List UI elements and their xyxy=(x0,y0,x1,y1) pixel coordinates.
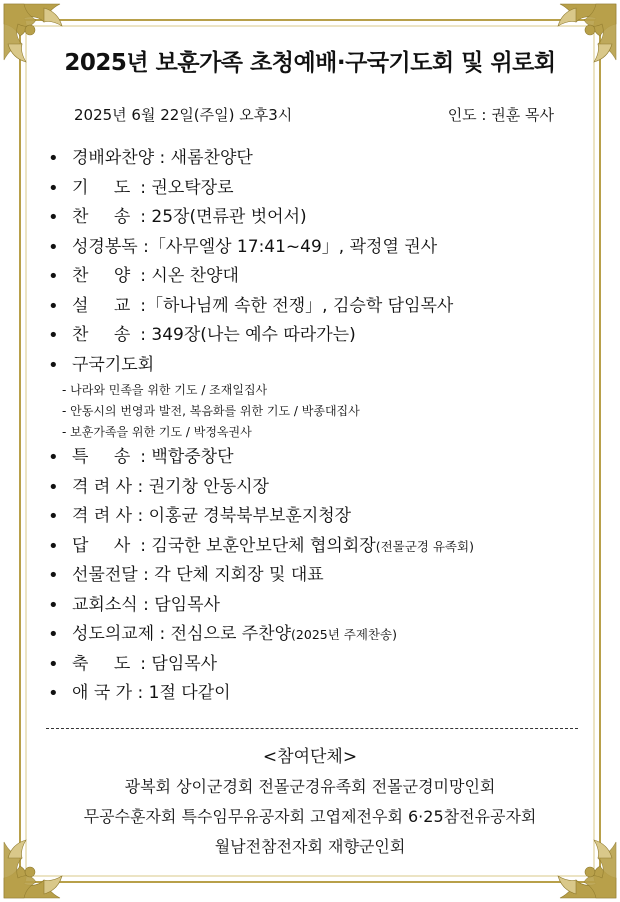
program-item: • 격 려 사 : 이홍균 경북북부보훈지청장 xyxy=(48,502,588,532)
divider xyxy=(46,728,578,729)
program-label: 애 국 가 xyxy=(72,683,133,703)
prayer-section-label: • 구국기도회 xyxy=(48,351,588,381)
program-label: 성경봉독 xyxy=(72,236,138,257)
program-value: 권오탁장로 xyxy=(151,177,234,198)
program-label: 선물전달 xyxy=(72,565,138,585)
program-value: 「사무엘상 17:41~49」, 곽정열 권사 xyxy=(148,236,438,257)
program-value: 담임목사 xyxy=(154,594,220,615)
program-item: • 답 사: 김국한 보훈안보단체 협의회장(전몰군경 유족회) xyxy=(48,532,588,562)
program-value: 새롬찬양단 xyxy=(170,148,253,168)
program-label: 경배와찬양 xyxy=(72,148,155,168)
program-item: • 선물전달 : 각 단체 지회장 및 대표 xyxy=(48,561,588,591)
program-item: • 찬 송: 25장(면류관 벗어서) xyxy=(48,203,588,233)
program-note: (2025년 주제찬송) xyxy=(291,627,397,642)
program-value: 시온 찬양대 xyxy=(151,266,239,286)
program-value: 담임목사 xyxy=(151,653,218,674)
program-note: (전몰군경 유족회) xyxy=(375,538,474,554)
program-label: 찬 송 xyxy=(72,325,141,345)
groups-line: 광복회 상이군경회 전몰군경유족회 전몰군경미망인회 xyxy=(124,777,496,796)
program-item: • 특 송: 백합중창단 xyxy=(48,443,588,473)
program-value: 각 단체 지회장 및 대표 xyxy=(154,565,324,585)
program-item: • 기 도: 권오탁장로 xyxy=(48,174,588,204)
program-label: 찬 양 xyxy=(72,266,141,286)
program-label: 축 도 xyxy=(72,653,141,674)
program-value: 백합중창단 xyxy=(151,447,234,467)
program-value: 349장(나는 예수 따라가는) xyxy=(151,325,356,345)
prayer-item: - 보훈가족을 위한 기도 / 박정옥권사 xyxy=(62,425,252,439)
program-item: • 격 려 사 : 권기창 안동시장 xyxy=(48,473,588,503)
service-date: 2025년 6월 22일(주일) 오후3시 xyxy=(74,106,293,124)
program-value: 권기창 안동시장 xyxy=(148,476,269,497)
program-item: • 성도의교제 : 전심으로 주찬양(2025년 주제찬송) xyxy=(48,620,588,650)
program-label: 성도의교제 xyxy=(72,624,155,644)
program-label: 찬 송 xyxy=(72,207,141,227)
program-value: 25장(면류관 벗어서) xyxy=(151,207,307,227)
prayer-item: - 나라와 민족을 위한 기도 / 조재일집사 xyxy=(62,383,268,397)
service-info xyxy=(74,104,554,125)
groups-line: 무공수훈자회 특수임무유공자회 고엽제전우회 6·25참전유공자회 xyxy=(83,807,537,826)
program-item: • 축 도: 담임목사 xyxy=(48,650,588,680)
prayer-item: - 안동시의 번영과 발전, 복음화를 위한 기도 / 박종대집사 xyxy=(62,404,360,418)
program-item: • 성경봉독 :「사무엘상 17:41~49」, 곽정열 권사 xyxy=(48,233,588,263)
groups-line: 월남전참전자회 재향군인회 xyxy=(214,837,406,856)
service-leader: 인도 : 권훈 목사 xyxy=(447,106,554,124)
program-item: • 경배와찬양 : 새롬찬양단 xyxy=(48,144,588,174)
program-list xyxy=(48,144,588,709)
program-label: 답 사 xyxy=(72,535,141,556)
program-value: 「하나님께 속한 전쟁」, 김승학 담임목사 xyxy=(145,295,454,316)
program-label: 격 려 사 xyxy=(72,476,133,497)
program-item: • 찬 송: 349장(나는 예수 따라가는) xyxy=(48,321,588,351)
program-value: 전심으로 주찬양 xyxy=(170,624,292,644)
program-item: • 찬 양: 시온 찬양대 xyxy=(48,262,588,292)
page-title: 2025년 보훈가족 초청예배·구국기도회 및 위로회 xyxy=(64,50,556,76)
program-value: 1절 다같이 xyxy=(148,683,231,703)
program-value: 김국한 보훈안보단체 협의회장 xyxy=(151,535,376,556)
program-item: • 교회소식 : 담임목사 xyxy=(48,591,588,621)
program-label: 교회소식 xyxy=(72,594,138,615)
program-item: • 애 국 가 : 1절 다같이 xyxy=(48,679,588,709)
program-item: • 설 교:「하나님께 속한 전쟁」, 김승학 담임목사 xyxy=(48,292,588,322)
groups-heading: <참여단체> xyxy=(262,747,358,767)
program-label: 설 교 xyxy=(72,295,141,316)
program-label: 기 도 xyxy=(72,177,141,198)
program-label: 특 송 xyxy=(72,447,141,467)
program-value: 이홍균 경북북부보훈지청장 xyxy=(148,506,352,526)
program-label: 격 려 사 xyxy=(72,506,133,526)
